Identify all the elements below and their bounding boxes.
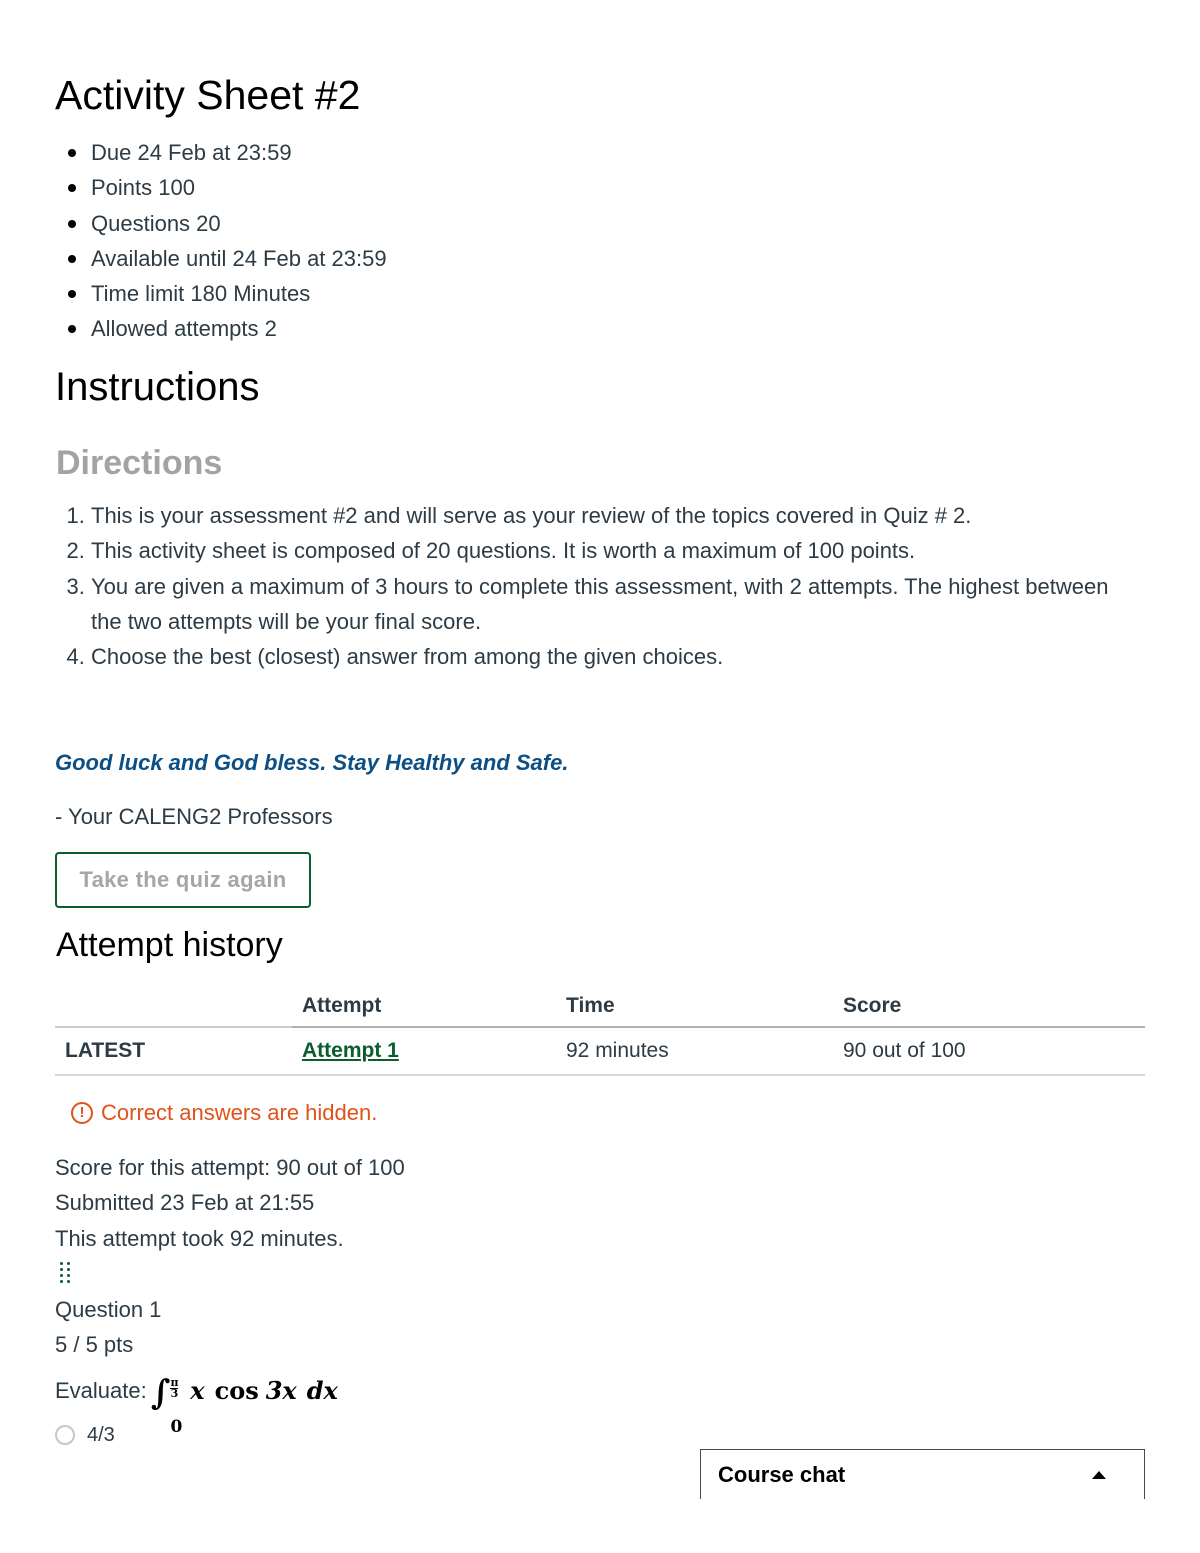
upper-limit <box>170 1369 182 1419</box>
upper-limit-denominator: 3 <box>170 1387 179 1400</box>
direction-item: 2. This activity sheet is composed of 20 questions. It is worth a maximum of 100 points. <box>91 533 1145 568</box>
detail-questions: Questions 20 <box>91 206 387 241</box>
closing-message: Good luck and God bless. Stay Healthy and Safe. <box>55 750 569 775</box>
attempt-submitted-text: Submitted 23 Feb at 21:55 <box>55 1190 315 1216</box>
detail-available-until: Available until 24 Feb at 23:59 <box>91 241 387 276</box>
integrand-variable: x <box>190 1376 205 1405</box>
integral-limits <box>170 1369 183 1437</box>
function-name: cos <box>214 1376 259 1405</box>
attempt-score-text: Score for this attempt: 90 out of 100 <box>55 1155 405 1180</box>
attempt-history-table <box>55 986 1145 1076</box>
attempt-1-link[interactable]: Attempt 1 <box>302 1039 399 1062</box>
drag-handle-icon[interactable] <box>60 1262 72 1284</box>
directions-heading: Directions <box>56 444 223 482</box>
direction-item: 4. Choose the best (closest) answer from among the given choices. <box>91 639 1145 674</box>
detail-allowed-attempts: Allowed attempts 2 <box>91 311 387 346</box>
attempt-status: LATEST <box>55 1027 292 1075</box>
column-header-status <box>55 986 292 1027</box>
signoff: - Your CALENG2 Professors <box>55 804 333 829</box>
attempt-summary <box>55 1150 405 1256</box>
caret-up-icon[interactable] <box>1092 1471 1106 1479</box>
direction-item: 1. This is your assessment #2 and will serve as your review of the topics covered in Quiz # 2. <box>91 498 1145 533</box>
take-quiz-again-button[interactable]: Take the quiz again <box>55 852 311 908</box>
exclamation-circle-icon: ! <box>71 1102 93 1124</box>
attempt-history-heading: Attempt history <box>56 926 283 964</box>
integral-symbol: ∫ <box>150 1373 171 1413</box>
upper-limit-numerator: π <box>170 1376 179 1389</box>
detail-time-limit: Time limit 180 Minutes <box>91 276 387 311</box>
table-header-row <box>55 986 1145 1027</box>
integral-expression <box>150 1366 338 1437</box>
notice-text: Correct answers are hidden. <box>101 1100 378 1125</box>
column-header-attempt: Attempt <box>292 986 556 1027</box>
course-chat-bar[interactable] <box>700 1449 1145 1499</box>
table-row <box>55 1027 1145 1075</box>
attempt-score: 90 out of 100 <box>833 1027 1145 1075</box>
differential: dx <box>306 1376 338 1405</box>
column-header-time: Time <box>556 986 833 1027</box>
question-title: Question 1 <box>55 1297 162 1322</box>
directions-list <box>55 498 1145 674</box>
radio-button[interactable] <box>55 1425 75 1445</box>
course-chat-label: Course chat <box>718 1461 846 1487</box>
quiz-details-list <box>55 135 387 347</box>
function-argument: 3x <box>265 1376 297 1405</box>
answer-choice[interactable] <box>55 1420 115 1450</box>
instructions-heading: Instructions <box>55 365 260 409</box>
answers-hidden-notice <box>71 1098 377 1128</box>
attempt-cell <box>292 1027 556 1075</box>
detail-points: Points 100 <box>91 170 387 205</box>
attempt-duration-text: This attempt took 92 minutes. <box>55 1225 344 1251</box>
detail-due: Due 24 Feb at 23:59 <box>91 135 387 170</box>
page-title: Activity Sheet #2 <box>55 72 361 118</box>
attempt-time: 92 minutes <box>556 1027 833 1075</box>
column-header-score: Score <box>833 986 1145 1027</box>
question-points: 5 / 5 pts <box>55 1332 134 1357</box>
lower-limit: 0 <box>170 1417 183 1437</box>
question-prompt-text: Evaluate: <box>55 1378 147 1403</box>
direction-item: 3. You are given a maximum of 3 hours to complete this assessment, with 2 attempts. The highest between the two attempts will be your final score. <box>91 569 1145 640</box>
answer-choice-label: 4/3 <box>87 1424 115 1446</box>
